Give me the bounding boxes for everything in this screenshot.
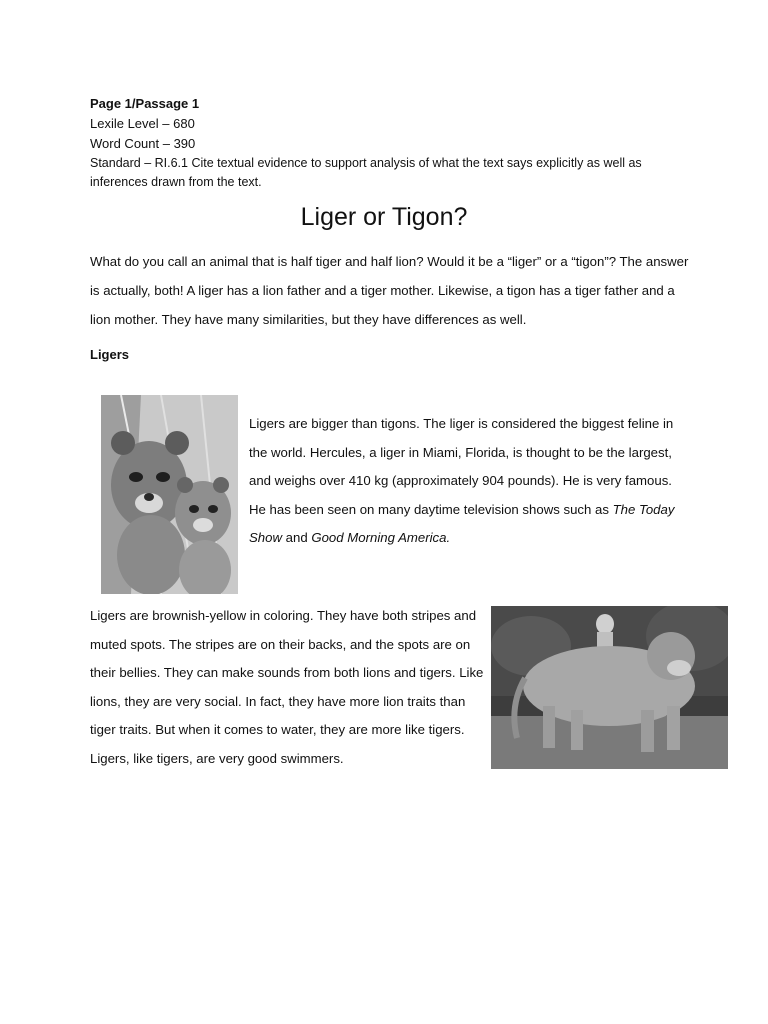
intro-paragraph: What do you call an animal that is half tiger and half lion? Would it be a “liger” or a “tigon”? The answer is actually, both! A liger has a lion father and a tiger mother. Likewise, a tigon has a tiger father and a lion mother. They have many similarities, but they have differences as well. bbox=[90, 254, 689, 327]
page-label: Page 1/Passage 1 bbox=[90, 96, 200, 111]
show-today: The Today Show bbox=[249, 501, 675, 545]
paragraph-ligers-size bbox=[249, 410, 689, 553]
section-heading: Ligers bbox=[90, 347, 130, 362]
para1-text: Ligers are bigger than tigons. The liger is considered the biggest feline in the world. Hercules, a liger in Miami, Florida, is thought to be the largest, and weighs over 410 kg (approximately 904 pounds). He is very famous. He has been seen on many daytime television shows such as bbox=[249, 416, 674, 517]
show-gma: Good Morning America. bbox=[311, 530, 451, 545]
paragraph-ligers-traits: Ligers are brownish-yellow in coloring. They have both stripes and muted spots. The stripes are on their backs, and the spots are on their bellies. They can make sounds from both lions and tigers. Like lions, they are very social. In fact, they have more lion traits than tiger traits. But when it comes to water, they are more like tigers. Ligers, like tigers, are very good swimmers. bbox=[90, 608, 484, 766]
para1-and: and bbox=[282, 530, 312, 545]
standard-text: Standard – RI.6.1 Cite textual evidence to support analysis of what the text says explicitly as well as inferences drawn from the text. bbox=[90, 156, 642, 189]
liger-cubs-photo bbox=[101, 395, 238, 594]
lexile-level: Lexile Level – 680 bbox=[90, 116, 195, 131]
word-count: Word Count – 390 bbox=[90, 136, 196, 151]
liger-with-woman-photo bbox=[491, 606, 728, 769]
passage-title: Liger or Tigon? bbox=[300, 203, 468, 231]
